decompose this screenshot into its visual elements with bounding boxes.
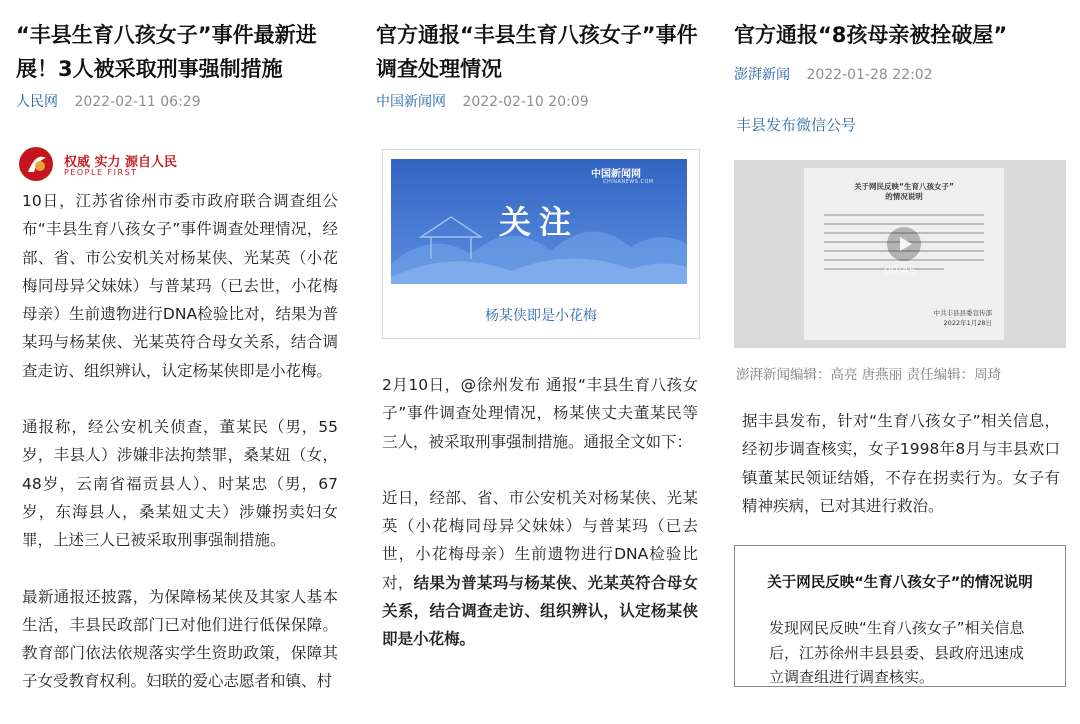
card-brand: 中国新闻网 bbox=[591, 169, 641, 180]
article-meta bbox=[734, 64, 933, 84]
article-title[interactable] bbox=[376, 18, 698, 86]
article-column-people bbox=[0, 0, 356, 691]
article-body bbox=[22, 187, 338, 724]
title-line-2: 调查处理情况 bbox=[376, 57, 502, 81]
doc-title-line-2: 的情况说明 bbox=[885, 192, 923, 201]
people-logo-icon bbox=[18, 146, 54, 182]
doc-sign: 中共丰县县委宣传部 bbox=[933, 309, 992, 317]
source-link[interactable]: 中国新闻网 bbox=[376, 94, 446, 110]
card-caption[interactable]: 杨某侠即是小花梅 bbox=[485, 308, 597, 324]
statement-box bbox=[734, 545, 1066, 687]
video-timer: 00:45 bbox=[884, 264, 916, 277]
document-image bbox=[804, 168, 1004, 340]
title-line-1: “丰县生育八孩女子”事件最新进 bbox=[16, 23, 317, 47]
article-column-thepaper bbox=[718, 0, 1080, 686]
doc-title bbox=[804, 182, 1004, 202]
editor-credits: 澎湃新闻编辑：高亮 唐燕丽 责任编辑：周琦 bbox=[736, 367, 1002, 383]
play-icon[interactable] bbox=[886, 226, 922, 262]
wechat-account-link[interactable]: 丰县发布微信公号 bbox=[736, 116, 857, 134]
paragraph: 2月10日，@徐州发布 通报“丰县生育八孩女子”事件调查处理情况，杨某侠丈夫董某民等三人，被采取刑事强制措施。通报全文如下： bbox=[382, 376, 698, 451]
article-meta bbox=[16, 91, 201, 111]
article-body bbox=[382, 371, 698, 682]
card-brand-en: CHINANEWS.COM bbox=[603, 179, 654, 185]
paragraph: 通报称，经公安机关侦查，董某民（男，55岁，丰县人）涉嫌非法拘禁罪，桑某妞（女，48岁，云南省福贡县人）、时某忠（男，67岁，东海县人，桑某妞丈夫）涉嫌拐卖妇女罪，上述三人已被采取刑事强制措施。 bbox=[22, 418, 338, 550]
paragraph: 最新通报还披露，为保障杨某侠及其家人基本生活，丰县民政部门已对他们进行低保保障。教育部门依法依规落实学生资助政策，保障其子女受教育权利。妇联的爱心志愿者和镇、村 bbox=[22, 587, 338, 691]
image-card[interactable] bbox=[382, 149, 700, 339]
publish-time: 2022-02-10 20:09 bbox=[462, 94, 589, 110]
paragraph: 10日，江苏省徐州市委市政府联合调查组公布“丰县生育八孩女子”事件调查处理情况，经部、省、市公安机关对杨某侠、光某英（小花梅同母异父妹妹）与普某玛（已去世，小花梅母亲）生前遗物进行DNA检验比对，结果为普某玛与杨某侠、光某英符合母女关系，结合调查走访、组织辨认，认定杨某侠即是小花梅。 bbox=[22, 192, 338, 380]
article-column-chinanews bbox=[360, 0, 710, 667]
publish-time: 2022-02-11 06:29 bbox=[74, 94, 201, 110]
article-body bbox=[742, 407, 1060, 548]
source-link[interactable]: 澎湃新闻 bbox=[734, 67, 790, 83]
title-line-2: 展！3人被采取刑事强制措施 bbox=[16, 57, 283, 81]
doc-signature bbox=[934, 308, 993, 328]
publish-time: 2022-01-28 22:02 bbox=[806, 67, 933, 83]
paragraph bbox=[382, 484, 698, 654]
article-title[interactable]: 官方通报“8孩母亲被拴破屋” bbox=[734, 23, 1008, 47]
paragraph: 据丰县发布，针对“生育八孩女子”相关信息，经初步调查核实，女子1998年8月与丰县欢口镇董某民领证结婚，不存在拐卖行为。女子有精神疾病，已对其进行救治。 bbox=[742, 412, 1060, 515]
article-meta bbox=[376, 91, 589, 111]
doc-title-line-1: 关于网民反映“生育八孩女子” bbox=[854, 182, 954, 191]
statement-title: 关于网民反映“生育八孩女子”的情况说明 bbox=[767, 575, 1033, 591]
card-heading: 关注 bbox=[498, 203, 579, 241]
article-title[interactable] bbox=[16, 18, 317, 86]
paragraph-text: 近日，经部、省、市公安机关对杨某侠、光某英（小花梅同母异父妹妹）与普某玛（已去世，小花梅母亲）生前遗物进行DNA检验比对， bbox=[382, 488, 698, 592]
title-line-1: 官方通报“丰县生育八孩女子”事件 bbox=[376, 23, 698, 47]
logo-slogan: 权威 实力 源自人民 bbox=[64, 155, 178, 170]
logo-subtitle: PEOPLE FIRST bbox=[64, 168, 138, 177]
source-link[interactable]: 人民网 bbox=[16, 94, 58, 110]
paragraph-bold-text: 结果为普某玛与杨某侠、光某英符合母女关系，结合调查走访、组织辨认，认定杨某侠即是小花梅。 bbox=[382, 573, 698, 649]
card-banner-image bbox=[391, 159, 687, 284]
doc-date: 2022年1月28日 bbox=[943, 319, 992, 327]
video-thumbnail[interactable] bbox=[734, 160, 1066, 348]
statement-body: 发现网民反映“生育八孩女子”相关信息后，江苏徐州丰县县委、县政府迅速成立调查组进行调查核实。 bbox=[769, 619, 1025, 686]
